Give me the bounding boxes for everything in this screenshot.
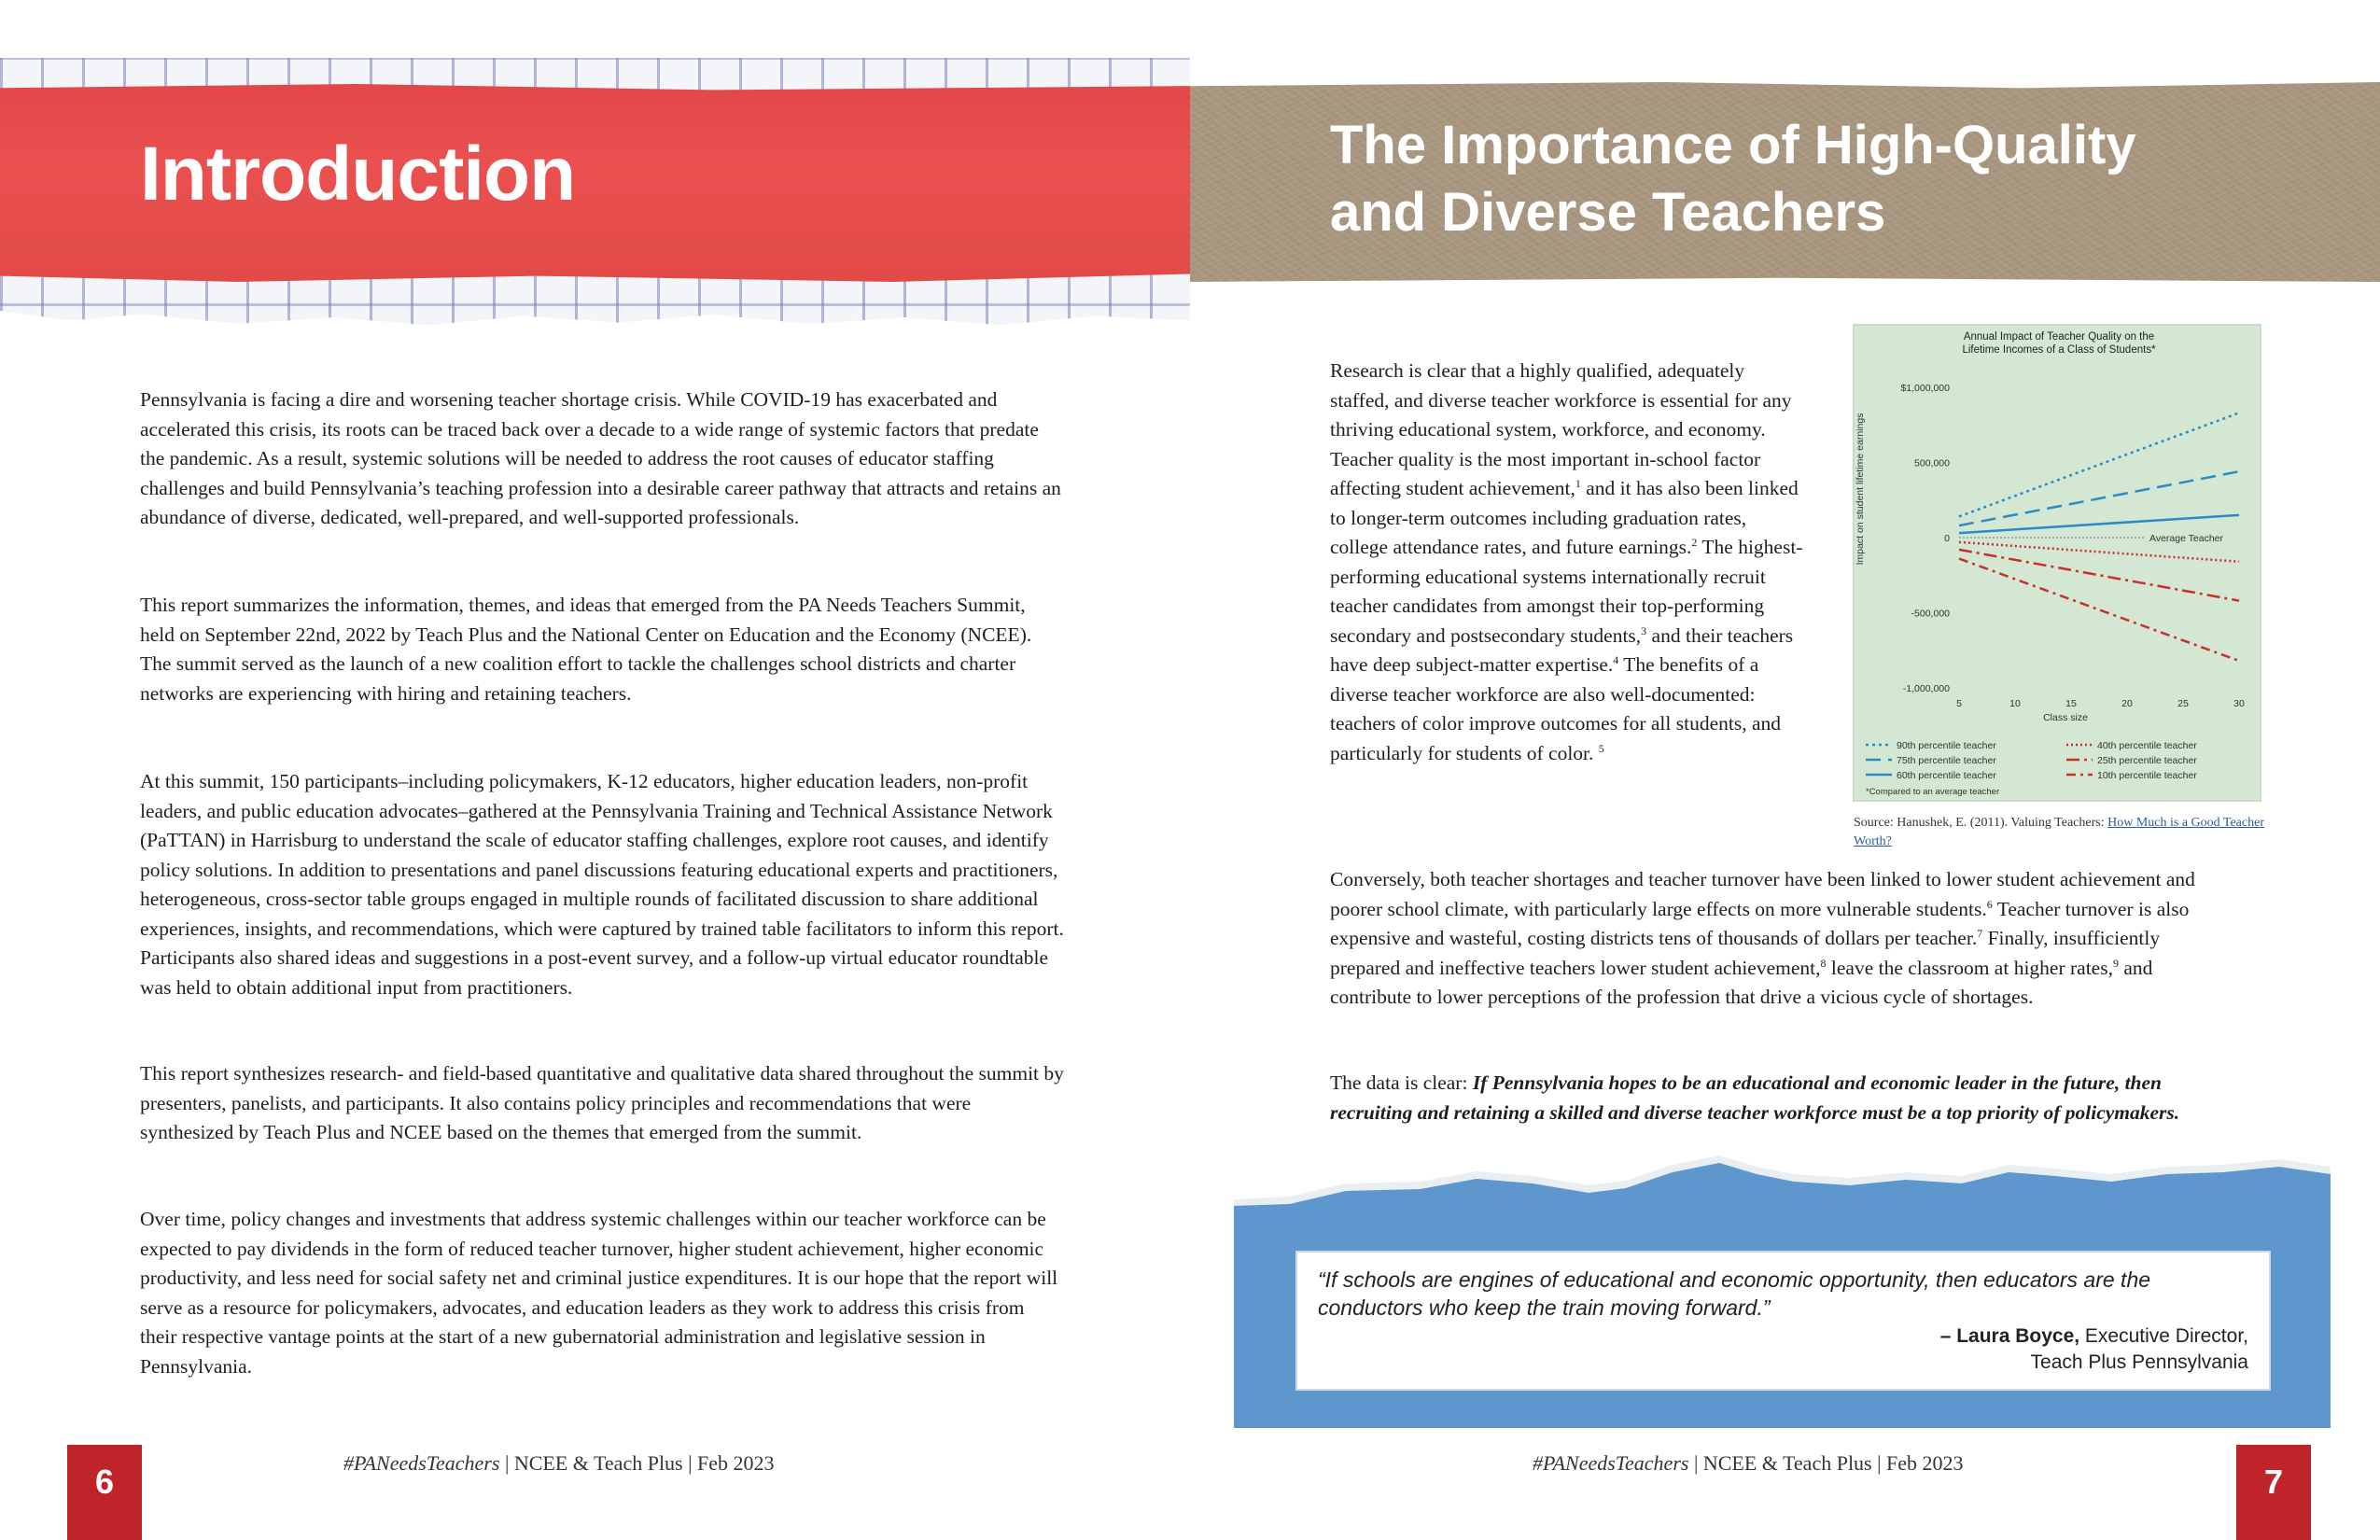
footnote-ref-4[interactable]: 4 <box>1613 652 1619 666</box>
footer-hashtag-left: #PANeedsTeachers <box>343 1451 500 1475</box>
series-line <box>1959 413 2239 516</box>
x-tick-label: 15 <box>2065 698 2077 709</box>
chart-title-line-1: Annual Impact of Teacher Quality on the <box>1963 331 2155 343</box>
y-tick-label: $1,000,000 <box>1900 383 1950 394</box>
chart-source <box>1854 814 2264 851</box>
conclusion-paragraph <box>1330 1069 2235 1127</box>
series-line <box>1959 559 2239 661</box>
footnote-ref-3[interactable]: 3 <box>1641 623 1647 637</box>
series-line <box>1959 542 2239 562</box>
y-axis-label: Impact on student lifetime earnings <box>1855 413 1866 566</box>
chart-title-line-2: Lifetime Incomes of a Class of Students* <box>1962 344 2156 356</box>
footer-hashtag-right: #PANeedsTeachers <box>1533 1451 1689 1475</box>
para1-part-c: The highest-performing educational systems internationally recruit teacher candidates from amongst their top-performing secondary and postsecondary students, <box>1330 536 1803 647</box>
intro-paragraph-1: Pennsylvania is facing a dire and worsening teacher shortage crisis. While COVID-19 has exacerbated and accelerated this crisis, its roots can be traced back over a decade to a wide range of systemic factors that predate the pandemic. As a result, systemic solutions will be needed to address the root causes of educator staffing challenges and build Pennsylvania’s teaching profession into a desirable career pathway that attracts and retains an abundance of diverse, dedicated, well-prepared, and well-supported professionals. <box>140 388 1061 528</box>
legend-label: 60th percentile teacher <box>1897 770 1996 781</box>
x-axis-ticks <box>1956 698 2245 709</box>
x-tick-label: 20 <box>2121 698 2133 709</box>
para1-part-d: and their teachers have deep subject-matter expertise. <box>1330 623 1794 676</box>
footer-rest-right: | NCEE & Teach Plus | Feb 2023 <box>1688 1451 1964 1475</box>
conclusion-lead: The data is clear: <box>1330 1071 1473 1094</box>
legend-label: 90th percentile teacher <box>1897 740 1996 751</box>
x-tick-label: 5 <box>1956 698 1962 709</box>
footnote-ref-6[interactable]: 6 <box>1986 897 1993 911</box>
para2-part-a: Conversely, both teacher shortages and teacher turnover have been linked to lower student achievement and poorer school climate, with particularly large effects on more vulnerable students. <box>1330 868 2195 920</box>
footnote-ref-2[interactable]: 2 <box>1691 535 1698 549</box>
x-tick-label: 10 <box>2009 698 2021 709</box>
teacher-quality-chart <box>1853 324 2261 802</box>
para1-part-b: and it has also been linked to longer-term outcomes including graduation rates, college attendance rates, and future earnings. <box>1330 477 1799 558</box>
chart-source-link[interactable]: How Much is a Good Teacher Worth? <box>1854 816 2264 848</box>
title-line-2: and Diverse Teachers <box>1330 182 1886 243</box>
chart-footnote: *Compared to an average teacher <box>1866 787 2000 797</box>
footer-rest-left: | NCEE & Teach Plus | Feb 2023 <box>499 1451 775 1475</box>
quote-attribution <box>1940 1323 2248 1376</box>
legend-label: 75th percentile teacher <box>1897 755 1996 766</box>
intro-paragraph-2: This report summarizes the information, themes, and ideas that emerged from the PA Needs Teachers Summit, held on September 22nd, 2022 by Teach Plus and the National Center on Education and the Economy (NCEE). The summit served as the launch of a new coalition effort to tackle the challenges school districts and charter networks are experiencing with hiring and retaining teachers. <box>140 594 1032 705</box>
page-number-left: 6 <box>67 1445 142 1540</box>
page-number-right: 7 <box>2236 1445 2311 1540</box>
legend-label: 10th percentile teacher <box>2097 770 2197 781</box>
footnote-ref-7[interactable]: 7 <box>1977 926 1983 940</box>
x-axis-label: Class size <box>2043 712 2088 723</box>
footer-left <box>343 1451 775 1476</box>
chart-legend <box>1866 740 2197 781</box>
para1-part-e: The benefits of a diverse teacher workforce are also well-documented: teachers of color improve outcomes for all students, and particularly for students of color. <box>1330 653 1782 764</box>
footnote-ref-5[interactable]: 5 <box>1598 741 1604 755</box>
chart-svg <box>1855 326 2263 804</box>
x-tick-label: 25 <box>2177 698 2189 709</box>
quote-box <box>1295 1251 2271 1391</box>
conclusion-emphasis: If Pennsylvania hopes to be an educational and economic leader in the future, then recruiting and retaining a skilled and diverse teacher workforce must be a top priority of policymakers. <box>1330 1071 2180 1124</box>
quote-role: Executive Director, <box>2079 1325 2248 1347</box>
series-line <box>1959 515 2239 533</box>
footnote-ref-8[interactable]: 8 <box>1820 956 1827 970</box>
y-tick-label: 0 <box>1944 533 1950 544</box>
title-line-1: The Importance of High-Quality <box>1330 115 2136 175</box>
chart-source-text: Source: Hanushek, E. (2011). Valuing Teachers: <box>1854 816 2108 830</box>
intro-paragraph-4: This report synthesizes research- and field-based quantitative and qualitative data shared throughout the summit by presenters, panelists, and participants. It also contains policy principles and recommendations that were synthesized by Teach Plus and NCEE based on the themes that emerged from the summit. <box>140 1062 1064 1143</box>
research-paragraph-2 <box>1330 865 2198 1013</box>
intro-paragraph-3: At this summit, 150 participants–including policymakers, K-12 educators, higher education leaders, non-profit leaders, and public education advocates–gathered at the Pennsylvania Training and Technical Assistance Network (PaTTAN) in Harrisburg to understand the scale of educator staffing challenges, explore root causes, and identify policy solutions. In addition to presentations and panel discussions featuring educational experts and practitioners, heterogeneous, cross-sector table groups engaged in multiple rounds of facilitated discussion to share additional experiences, insights, and recommendations, which were captured by trained table facilitators to inform this report. Participants also shared ideas and suggestions in a post-event survey, and a follow-up virtual educator roundtable was held to obtain additional input from practitioners. <box>140 770 1064 999</box>
y-tick-label: -500,000 <box>1911 608 1950 620</box>
para2-part-e: and contribute to lower perceptions of the profession that drive a vicious cycle of shortages. <box>1330 956 2153 1008</box>
average-teacher-label: Average Teacher <box>2149 533 2224 544</box>
para2-part-c: Finally, insufficiently prepared and ineffective teachers lower student achievement, <box>1330 927 2161 979</box>
para2-part-b: Teacher turnover is also expensive and wasteful, costing districts tens of thousands of dollars per teacher. <box>1330 897 2190 949</box>
quote-org: Teach Plus Pennsylvania <box>2030 1351 2248 1373</box>
footnote-ref-9[interactable]: 9 <box>2112 956 2119 970</box>
quote-author: – Laura Boyce, <box>1939 1325 2080 1347</box>
footer-right <box>1533 1451 1964 1476</box>
quote-text: “If schools are engines of educational and economic opportunity, then educators are the conductors who keep the train moving forward.” <box>1318 1267 2151 1320</box>
x-tick-label: 30 <box>2233 698 2245 709</box>
legend-label: 40th percentile teacher <box>2097 740 2197 751</box>
footnote-ref-1[interactable]: 1 <box>1575 476 1581 490</box>
page-title-importance <box>1330 112 2263 246</box>
para2-part-d: leave the classroom at higher rates, <box>1826 956 2113 979</box>
para1-part-a: Research is clear that a highly qualified, adequately staffed, and diverse teacher workforce is essential for any thriving educational system, workforce, and economy. Teacher quality is the most important in-school factor affecting student achievement, <box>1330 359 1792 499</box>
research-paragraph-1 <box>1330 357 1806 768</box>
y-tick-label: 500,000 <box>1914 457 1950 469</box>
legend-label: 25th percentile teacher <box>2097 755 2197 766</box>
y-axis-ticks <box>1900 383 1950 694</box>
intro-paragraph-5: Over time, policy changes and investments that address systemic challenges within our teacher workforce can be expected to pay dividends in the form of reduced teacher turnover, higher student achievement, higher economic productivity, and less need for social safety net and criminal justice expenditures. It is our hope that the report will serve as a resource for policymakers, advocates, and education leaders as they work to address this crisis from their respective vantage points at the start of a new gubernatorial administration and legislative session in Pennsylvania. <box>140 1208 1058 1378</box>
page-title-introduction: Introduction <box>140 132 576 217</box>
y-tick-label: -1,000,000 <box>1902 683 1950 694</box>
